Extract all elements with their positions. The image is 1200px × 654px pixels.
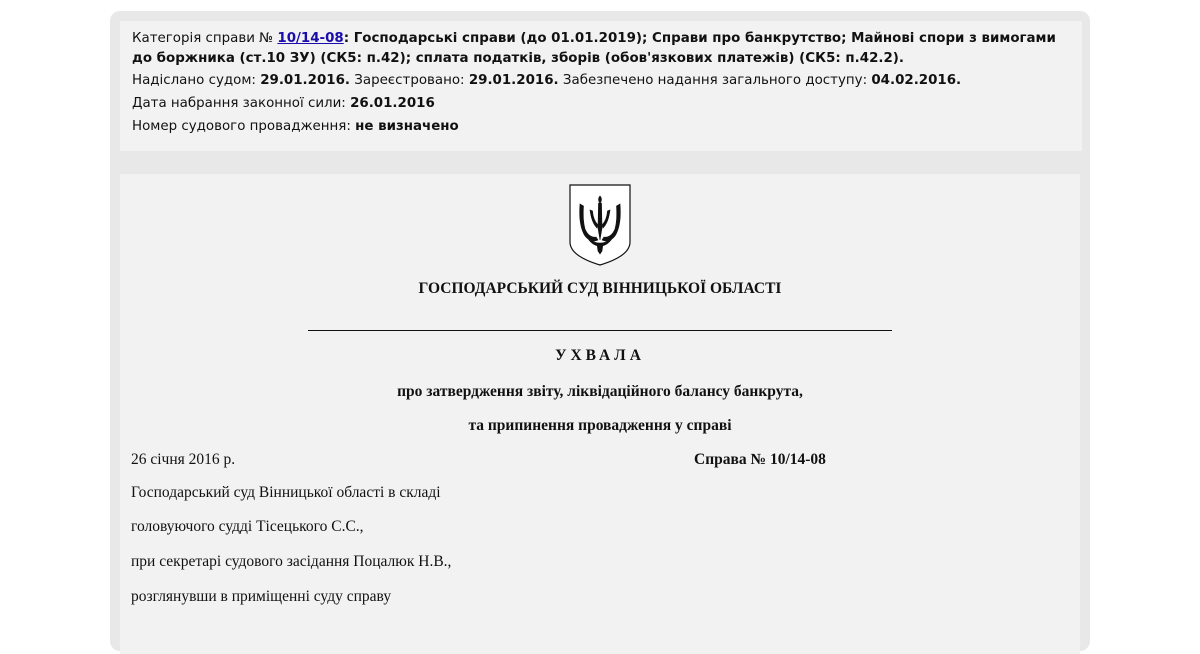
- category-value: : Господарські справи (до 01.01.2019); Справи про банкрутство; Майнові спори з вимогами до боржника (ст.10 ЗУ) (СК5: п.42); сплата податків, зборів (обов'язкових платежів) (СК5: п.42.2).: [132, 31, 1056, 66]
- subject-line-1: про затвердження звіту, ліквідаційного балансу банкрута,: [397, 383, 803, 400]
- body-paragraph-line: розглянувши в приміщенні суду справу: [131, 588, 392, 605]
- proceeding-number-line: [132, 117, 1072, 137]
- registered-label: Зареєстровано:: [350, 73, 469, 88]
- decision-document: [120, 174, 1080, 654]
- body-paragraph-line: при секретарі судового засідання Поцалюк Н.В.,: [131, 553, 452, 570]
- registered-date: 29.01.2016.: [468, 73, 559, 88]
- document-type-title: УХВАЛА: [555, 347, 645, 364]
- public-access-date: 04.02.2016.: [871, 73, 962, 88]
- case-metadata-panel: [120, 21, 1082, 151]
- case-number: Справа № 10/14-08: [694, 451, 826, 468]
- effective-date-value: 26.01.2016: [350, 96, 435, 111]
- title-divider: [308, 330, 892, 331]
- body-paragraph-line: головуючого судді Тісецького С.С.,: [131, 518, 364, 535]
- sent-date: 29.01.2016.: [260, 73, 351, 88]
- public-access-label: Забезпечено надання загального доступу:: [558, 73, 872, 88]
- sent-label: Надіслано судом:: [132, 73, 261, 88]
- proceeding-number-label: Номер судового провадження:: [132, 119, 356, 134]
- dates-line: [132, 71, 1072, 91]
- decision-date: 26 січня 2016 р.: [131, 451, 236, 468]
- case-number-link[interactable]: 10/14-08: [277, 31, 344, 46]
- effective-date-line: [132, 94, 1072, 114]
- coat-of-arms-icon: [569, 184, 631, 266]
- document-frame: [110, 11, 1090, 651]
- effective-date-label: Дата набрання законної сили:: [132, 96, 351, 111]
- court-name: ГОСПОДАРСЬКИЙ СУД ВІННИЦЬКОЇ ОБЛАСТІ: [418, 280, 782, 297]
- subject-line-2: та припинення провадження у справі: [468, 417, 732, 434]
- category-label: Категорія справи №: [132, 31, 278, 46]
- body-paragraph-line: Господарський суд Вінницької області в складі: [131, 484, 441, 501]
- case-category-line: [132, 29, 1072, 69]
- proceeding-number-value: не визначено: [355, 119, 459, 134]
